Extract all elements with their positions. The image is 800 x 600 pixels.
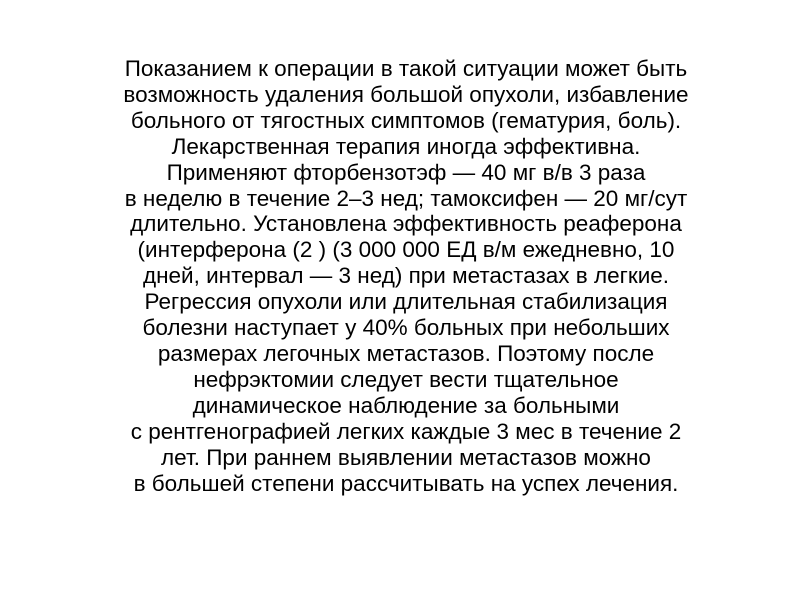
text-line-13: нефрэктомии следует вести тщательное [193, 366, 619, 392]
text-line-12: размерах легочных метастазов. Поэтому после [157, 340, 655, 366]
text-line-16: лет. При раннем выявлении метастазов можно [161, 444, 651, 470]
text-line-7: длительно. Установлена эффективность реаферона [130, 211, 682, 237]
text-line-6: в неделю в течение 2–3 нед; тамоксифен — 20 мг/сут [124, 185, 688, 211]
text-line-10: Регрессия опухоли или длительная стабилизация [144, 289, 668, 315]
text-line-14: динамическое наблюдение за больными [192, 392, 620, 418]
text-line-17: в большей степени рассчитывать на успех лечения. [133, 470, 679, 496]
text-line-4: Лекарственная терапия иногда эффективна. [171, 133, 641, 159]
text-line-5: Применяют фторбензотэф — 40 мг в/в 3 раза [166, 159, 646, 185]
text-line-2: возможность удаления большой опухоли, избавление [123, 81, 689, 107]
text-line-9: дней, интервал — 3 нед) при метастазах в легкие. [142, 263, 670, 289]
text-line-1: Показанием к операции в такой ситуации может быть [124, 56, 688, 81]
text-line-15: с рентгенографией легких каждые 3 мес в течение 2 [130, 418, 682, 444]
text-line-3: больного от тягостных симптомов (гематурия, боль). [130, 107, 682, 133]
body-text [50, 56, 762, 496]
text-line-8: (интерферона (2 ) (3 000 000 ЕД в/м ежедневно, 10 [137, 237, 675, 263]
text-line-11: болезни наступает у 40% больных при небольших [142, 315, 670, 341]
